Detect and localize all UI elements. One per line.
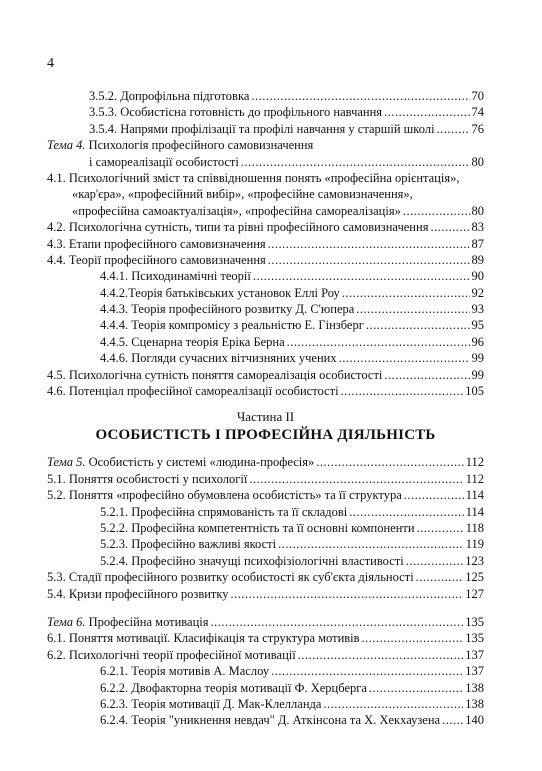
toc-page-number: 114 bbox=[465, 488, 484, 503]
toc-entry-text: 6.2. Психологічні теорії професійної мотивації bbox=[47, 647, 296, 662]
dot-leader bbox=[287, 334, 470, 350]
dot-leader bbox=[406, 553, 464, 569]
dot-leader bbox=[211, 614, 464, 630]
toc-page-number: 135 bbox=[465, 614, 484, 629]
toc-page-number: 114 bbox=[465, 504, 484, 519]
toc-entry[interactable] bbox=[47, 285, 484, 301]
tema-4-prefix: Тема 4. bbox=[47, 138, 86, 153]
toc-entry[interactable] bbox=[47, 236, 484, 252]
toc-entry-text: 6.2.4. Теорія "уникнення невдач" Д. Аткінсона та Х. Хекхаузена bbox=[100, 713, 441, 728]
toc-entry[interactable] bbox=[47, 350, 484, 366]
toc-entry[interactable] bbox=[47, 553, 484, 569]
dot-leader bbox=[268, 236, 470, 252]
dot-leader bbox=[268, 252, 470, 268]
toc-entry[interactable] bbox=[47, 680, 484, 696]
toc-entry-text: 6.1. Поняття мотивації. Класифікація та структура мотивів bbox=[47, 631, 360, 646]
toc-entry-text: 4.4.6. Погляди сучасних вітчизняних учених bbox=[100, 351, 337, 366]
toc-entry[interactable] bbox=[47, 301, 484, 317]
tema-5-title: Особистість у системі «людина-професія» bbox=[88, 455, 315, 470]
dot-leader bbox=[416, 569, 464, 585]
toc-entry-text: 4.4.2.Теорія батьківських установок Еллі Роу bbox=[100, 285, 340, 300]
toc-page-number: 138 bbox=[465, 696, 484, 711]
toc-page-number: 83 bbox=[471, 220, 484, 235]
dot-leader bbox=[339, 350, 470, 366]
toc-entry-text: 4.4.5. Сценарна теорія Еріка Берна bbox=[100, 334, 285, 349]
toc-entry-text: 4.6. Потенціал професійної самореалізації особистості bbox=[47, 384, 339, 399]
toc-entry-text: «професійна самоактуалізація», «професійна самореалізація» bbox=[72, 203, 401, 218]
toc-entry-4-1-line3[interactable] bbox=[47, 203, 484, 219]
toc-entry-text: 4.4.3. Теорія професійного розвитку Д. С'юпера bbox=[100, 302, 355, 317]
toc-page-number: 137 bbox=[465, 647, 484, 662]
toc-entry[interactable] bbox=[47, 471, 484, 487]
toc-page-number: 125 bbox=[465, 570, 484, 585]
toc-page-number: 99 bbox=[471, 351, 484, 366]
toc-page-number: 80 bbox=[471, 203, 484, 218]
toc-entry[interactable] bbox=[47, 630, 484, 646]
tema-5-prefix: Тема 5. bbox=[47, 455, 86, 470]
toc-page-number: 80 bbox=[471, 154, 484, 169]
dot-leader bbox=[271, 663, 463, 679]
toc-entry-text: 4.4.4. Теорія компромісу з реальністю Е. Гінзберг bbox=[100, 318, 364, 333]
dot-leader bbox=[384, 104, 469, 120]
dot-leader bbox=[369, 680, 463, 696]
toc-entry[interactable] bbox=[47, 586, 484, 602]
toc-entry-tema-5[interactable] bbox=[47, 454, 484, 470]
toc-entry[interactable] bbox=[47, 334, 484, 350]
dot-leader bbox=[404, 487, 464, 503]
toc-entry-4-1-line1[interactable] bbox=[47, 170, 484, 186]
toc-entry-tema-6[interactable] bbox=[47, 614, 484, 630]
toc-entry-4-1-line2[interactable] bbox=[47, 186, 484, 202]
table-of-contents bbox=[47, 88, 484, 729]
toc-page-number: 96 bbox=[471, 334, 484, 349]
toc-entry-text: 3.5.3. Особистісна готовність до профільного навчання bbox=[89, 105, 383, 120]
toc-entry-text: 4.2. Психологічна сутність, типи та рівні професійного самовизначення bbox=[47, 220, 429, 235]
toc-entry-text: 4.3. Етапи професійного самовизначення bbox=[47, 236, 266, 251]
toc-entry[interactable] bbox=[47, 647, 484, 663]
toc-page-number: 93 bbox=[471, 302, 484, 317]
toc-entry[interactable] bbox=[47, 383, 484, 399]
toc-entry-text: 4.4. Теорії професійного самовизначення bbox=[47, 252, 266, 267]
toc-page-number: 70 bbox=[471, 89, 484, 103]
toc-entry-text: 5.2.4. Професійно значущі психофізіологічні властивості bbox=[100, 553, 404, 568]
dot-leader bbox=[253, 268, 470, 284]
toc-section-3-5 bbox=[47, 88, 484, 137]
toc-entry-text: 4.4.1. Психодинамічні теорії bbox=[100, 269, 251, 284]
toc-entry-text: 5.2. Поняття «професійно обумовлена особистість» та її структура bbox=[47, 488, 402, 503]
toc-entry-text: 5.3. Стадії професійного розвитку особистості як суб'єкта діяльності bbox=[47, 570, 414, 585]
dot-leader bbox=[341, 383, 464, 399]
toc-page-number: 92 bbox=[471, 285, 484, 300]
dot-leader bbox=[251, 88, 469, 104]
page-number: 4 bbox=[47, 56, 54, 71]
toc-page-number: 137 bbox=[465, 664, 484, 679]
part-heading bbox=[47, 409, 484, 444]
toc-entry[interactable] bbox=[47, 520, 484, 536]
dot-leader bbox=[362, 630, 464, 646]
toc-page-number: 74 bbox=[471, 105, 484, 120]
toc-entry[interactable] bbox=[47, 88, 484, 104]
dot-leader bbox=[417, 520, 464, 536]
toc-entry-tema-4-line2[interactable] bbox=[47, 154, 484, 170]
dot-leader bbox=[231, 586, 464, 602]
toc-page-number: 90 bbox=[471, 269, 484, 284]
toc-entry[interactable] bbox=[47, 663, 484, 679]
toc-page-number: 138 bbox=[465, 680, 484, 695]
toc-entry[interactable] bbox=[47, 536, 484, 552]
dot-leader bbox=[430, 219, 469, 235]
dot-leader bbox=[437, 121, 470, 137]
toc-entry[interactable] bbox=[47, 712, 484, 728]
toc-page-number: 127 bbox=[465, 586, 484, 601]
toc-section-4 bbox=[47, 219, 484, 399]
toc-entry-text: 6.2.1. Теорія мотивів А. Маслоу bbox=[100, 664, 270, 679]
toc-page-number: 140 bbox=[465, 713, 484, 728]
toc-entry[interactable] bbox=[47, 367, 484, 383]
toc-entry-text: 3.5.2. Допрофільна підготовка bbox=[89, 89, 250, 103]
toc-entry[interactable] bbox=[47, 504, 484, 520]
toc-page-number: 123 bbox=[465, 553, 484, 568]
dot-leader bbox=[298, 647, 464, 663]
toc-page-number: 118 bbox=[465, 520, 484, 535]
tema-6-title: Професійна мотивація bbox=[88, 614, 209, 629]
toc-entry-text: 5.4. Кризи професійного розвитку bbox=[47, 586, 229, 601]
toc-page-number: 112 bbox=[465, 471, 484, 486]
toc-page-number: 95 bbox=[471, 318, 484, 333]
toc-page-number: 87 bbox=[471, 236, 484, 251]
toc-page-number: 76 bbox=[471, 121, 484, 136]
section-gap bbox=[47, 602, 484, 614]
dot-leader bbox=[342, 285, 470, 301]
toc-entry[interactable] bbox=[47, 317, 484, 333]
toc-entry[interactable] bbox=[47, 696, 484, 712]
dot-leader bbox=[384, 367, 469, 383]
toc-entry-text: «кар'єра», «професійний вибір», «професійне самовизначення», bbox=[72, 187, 413, 202]
toc-page-number: 112 bbox=[465, 455, 484, 470]
dot-leader bbox=[278, 536, 464, 552]
dot-leader bbox=[366, 317, 470, 333]
toc-entry-text: 6.2.3. Теорія мотивації Д. Мак-Клелланда bbox=[100, 696, 322, 711]
toc-section-6 bbox=[47, 630, 484, 728]
dot-leader bbox=[403, 203, 470, 219]
toc-entry-text: 4.1. Психологічний зміст та співвідношення понять «професійна орієнтація», bbox=[47, 170, 460, 185]
toc-entry-tema-4-line1[interactable] bbox=[47, 137, 484, 153]
toc-page-number: 99 bbox=[471, 367, 484, 382]
toc-entry[interactable] bbox=[47, 268, 484, 284]
toc-page-number: 135 bbox=[465, 631, 484, 646]
tema-4-title-line1: Психологія професійного самовизначення bbox=[88, 138, 314, 153]
toc-entry[interactable] bbox=[47, 104, 484, 120]
toc-entry-text: 5.1. Поняття особистості у психології bbox=[47, 471, 248, 486]
dot-leader bbox=[249, 471, 463, 487]
toc-entry-text: 5.2.1. Професійна спрямованість та її складові bbox=[100, 504, 348, 519]
toc-section-5 bbox=[47, 471, 484, 602]
part-label: Частина II bbox=[236, 409, 295, 425]
toc-entry-text: 3.5.4. Напрями профілізації та профілі навчання у старшій школі bbox=[89, 121, 435, 136]
toc-entry-text: 4.5. Психологічна сутність поняття самореалізація особистості bbox=[47, 367, 383, 382]
toc-entry[interactable] bbox=[47, 219, 484, 235]
toc-page-number: 89 bbox=[471, 252, 484, 267]
dot-leader bbox=[316, 454, 463, 470]
toc-page-number: 119 bbox=[465, 537, 484, 552]
toc-entry[interactable] bbox=[47, 121, 484, 137]
dot-leader bbox=[442, 712, 463, 728]
toc-entry-text: 5.2.3. Професійно важливі якості bbox=[100, 537, 277, 552]
toc-page-number: 105 bbox=[465, 384, 484, 399]
toc-entry-text: 6.2.2. Двофакторна теорія мотивації Ф. Херцберга bbox=[100, 680, 367, 695]
toc-entry[interactable] bbox=[47, 487, 484, 503]
dot-leader bbox=[349, 504, 463, 520]
tema-4-title-line2: і самореалізації особистості bbox=[89, 154, 239, 169]
toc-entry[interactable] bbox=[47, 252, 484, 268]
dot-leader bbox=[323, 696, 463, 712]
dot-leader bbox=[356, 301, 469, 317]
toc-entry[interactable] bbox=[47, 569, 484, 585]
tema-6-prefix: Тема 6. bbox=[47, 614, 86, 629]
part-title: ОСОБИСТІСТЬ І ПРОФЕСІЙНА ДІЯЛЬНІСТЬ bbox=[95, 427, 436, 444]
toc-entry-text: 5.2.2. Професійна компетентність та її основні компоненти bbox=[100, 520, 415, 535]
dot-leader bbox=[241, 154, 470, 170]
